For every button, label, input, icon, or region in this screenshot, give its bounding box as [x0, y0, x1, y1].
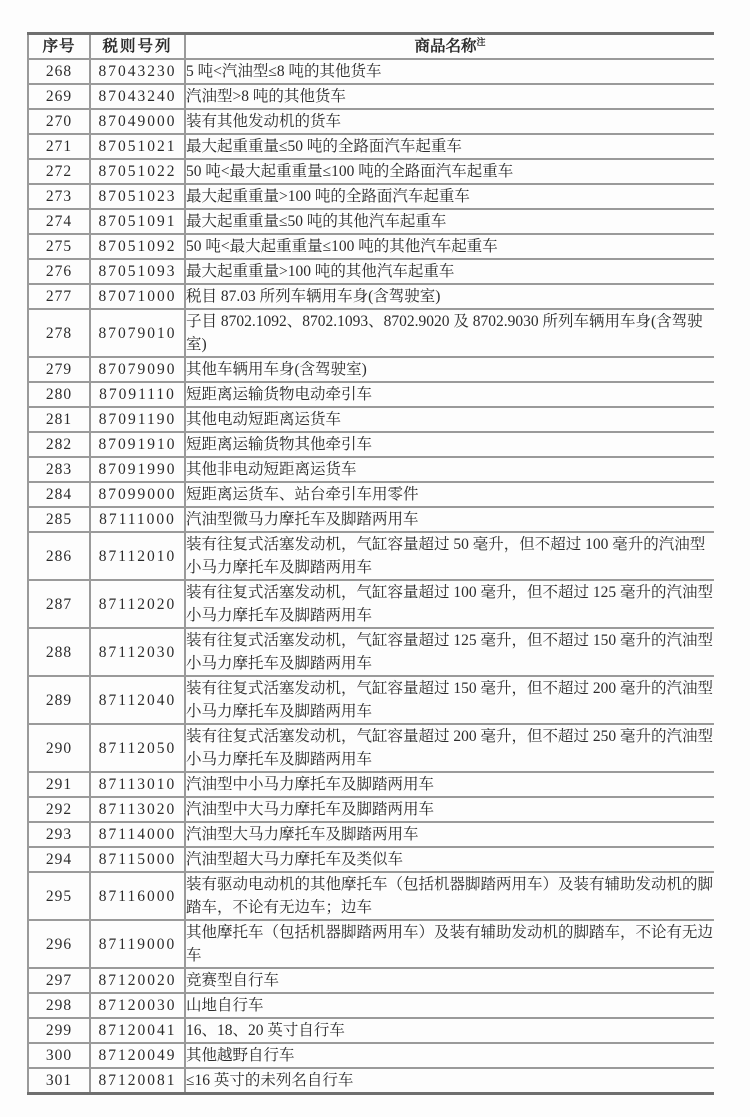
row-serial-number: 293	[28, 822, 90, 847]
row-tariff-code: 87120081	[90, 1068, 185, 1094]
row-tariff-code: 87049000	[90, 109, 185, 134]
row-tariff-code: 87051091	[90, 209, 185, 234]
table-row	[28, 920, 714, 968]
table-row	[28, 628, 714, 676]
row-tariff-code: 87099000	[90, 482, 185, 507]
row-tariff-code: 87112040	[90, 676, 185, 724]
row-product-name: 汽油型大马力摩托车及脚踏两用车	[185, 822, 714, 847]
row-serial-number: 290	[28, 724, 90, 772]
row-tariff-code: 87120049	[90, 1043, 185, 1068]
table-row	[28, 134, 714, 159]
row-product-name: 装有往复式活塞发动机，气缸容量超过 125 毫升，但不超过 150 毫升的汽油型小马力摩托车及脚踏两用车	[185, 628, 714, 676]
table-row	[28, 1018, 714, 1043]
table-row	[28, 259, 714, 284]
row-serial-number: 291	[28, 772, 90, 797]
table-row	[28, 482, 714, 507]
row-serial-number: 286	[28, 532, 90, 580]
row-tariff-code: 87113020	[90, 797, 185, 822]
row-serial-number: 282	[28, 432, 90, 457]
row-serial-number: 269	[28, 84, 90, 109]
row-serial-number: 276	[28, 259, 90, 284]
row-serial-number: 285	[28, 507, 90, 532]
table-row	[28, 432, 714, 457]
row-product-name: 最大起重重量>100 吨的其他汽车起重车	[185, 259, 714, 284]
table-row	[28, 234, 714, 259]
row-tariff-code: 87091110	[90, 382, 185, 407]
table-row	[28, 284, 714, 309]
row-serial-number: 300	[28, 1043, 90, 1068]
row-serial-number: 270	[28, 109, 90, 134]
row-tariff-code: 87114000	[90, 822, 185, 847]
row-product-name: 短距离运输货物其他牵引车	[185, 432, 714, 457]
table-row	[28, 159, 714, 184]
table-row	[28, 357, 714, 382]
table-row	[28, 1068, 714, 1094]
row-serial-number: 297	[28, 968, 90, 993]
row-serial-number: 289	[28, 676, 90, 724]
row-product-name: 汽油型超大马力摩托车及类似车	[185, 847, 714, 872]
row-tariff-code: 87116000	[90, 872, 185, 920]
row-tariff-code: 87079090	[90, 357, 185, 382]
row-tariff-code: 87071000	[90, 284, 185, 309]
row-product-name: 其他摩托车（包括机器脚踏两用车）及装有辅助发动机的脚踏车，不论有无边车	[185, 920, 714, 968]
row-serial-number: 296	[28, 920, 90, 968]
row-product-name: 5 吨<汽油型≤8 吨的其他货车	[185, 59, 714, 84]
row-serial-number: 298	[28, 993, 90, 1018]
row-serial-number: 281	[28, 407, 90, 432]
row-tariff-code: 87091910	[90, 432, 185, 457]
table-row	[28, 457, 714, 482]
row-product-name: 装有往复式活塞发动机，气缸容量超过 150 毫升，但不超过 200 毫升的汽油型小马力摩托车及脚踏两用车	[185, 676, 714, 724]
row-tariff-code: 87120030	[90, 993, 185, 1018]
table-body	[28, 59, 714, 1094]
row-product-name: 汽油型微马力摩托车及脚踏两用车	[185, 507, 714, 532]
row-tariff-code: 87091990	[90, 457, 185, 482]
table-row	[28, 847, 714, 872]
table-row	[28, 84, 714, 109]
row-tariff-code: 87115000	[90, 847, 185, 872]
row-serial-number: 301	[28, 1068, 90, 1094]
table-row	[28, 772, 714, 797]
header-note-superscript: 注	[476, 36, 486, 47]
row-tariff-code: 87043240	[90, 84, 185, 109]
header-tariff-code: 税则号列	[90, 34, 185, 60]
row-product-name: 50 吨<最大起重重量≤100 吨的其他汽车起重车	[185, 234, 714, 259]
table-row	[28, 407, 714, 432]
tariff-table	[27, 32, 714, 1095]
row-tariff-code: 87112020	[90, 580, 185, 628]
row-serial-number: 268	[28, 59, 90, 84]
row-tariff-code: 87112010	[90, 532, 185, 580]
table-row	[28, 209, 714, 234]
row-product-name: 汽油型>8 吨的其他货车	[185, 84, 714, 109]
row-tariff-code: 87112030	[90, 628, 185, 676]
table-row	[28, 109, 714, 134]
row-product-name: 其他电动短距离运货车	[185, 407, 714, 432]
table-row	[28, 1043, 714, 1068]
row-product-name: 税目 87.03 所列车辆用车身(含驾驶室)	[185, 284, 714, 309]
row-serial-number: 294	[28, 847, 90, 872]
row-serial-number: 273	[28, 184, 90, 209]
row-tariff-code: 87119000	[90, 920, 185, 968]
table-row	[28, 309, 714, 357]
row-product-name: 其他越野自行车	[185, 1043, 714, 1068]
table-row	[28, 724, 714, 772]
row-product-name: ≤16 英寸的未列名自行车	[185, 1068, 714, 1094]
header-product-name-label: 商品名称	[414, 38, 477, 55]
row-tariff-code: 87120020	[90, 968, 185, 993]
row-product-name: 装有其他发动机的货车	[185, 109, 714, 134]
row-serial-number: 277	[28, 284, 90, 309]
row-serial-number: 279	[28, 357, 90, 382]
row-serial-number: 292	[28, 797, 90, 822]
table-row	[28, 507, 714, 532]
row-product-name: 短距离运货车、站台牵引车用零件	[185, 482, 714, 507]
row-product-name: 短距离运输货物电动牵引车	[185, 382, 714, 407]
row-serial-number: 278	[28, 309, 90, 357]
row-tariff-code: 87051093	[90, 259, 185, 284]
row-serial-number: 284	[28, 482, 90, 507]
header-serial-number: 序号	[28, 34, 90, 60]
row-serial-number: 295	[28, 872, 90, 920]
row-product-name: 装有往复式活塞发动机，气缸容量超过 50 毫升，但不超过 100 毫升的汽油型小马力摩托车及脚踏两用车	[185, 532, 714, 580]
row-tariff-code: 87051092	[90, 234, 185, 259]
table-row	[28, 382, 714, 407]
table-header-row	[28, 34, 714, 60]
table-row	[28, 797, 714, 822]
row-serial-number: 287	[28, 580, 90, 628]
row-product-name: 装有往复式活塞发动机，气缸容量超过 100 毫升，但不超过 125 毫升的汽油型小马力摩托车及脚踏两用车	[185, 580, 714, 628]
table-row	[28, 676, 714, 724]
row-product-name: 16、18、20 英寸自行车	[185, 1018, 714, 1043]
row-tariff-code: 87051021	[90, 134, 185, 159]
row-tariff-code: 87043230	[90, 59, 185, 84]
table-row	[28, 580, 714, 628]
row-tariff-code: 87051023	[90, 184, 185, 209]
row-product-name: 子目 8702.1092、8702.1093、8702.9020 及 8702.9030 所列车辆用车身(含驾驶室)	[185, 309, 714, 357]
row-tariff-code: 87079010	[90, 309, 185, 357]
row-product-name: 最大起重重量≤50 吨的全路面汽车起重车	[185, 134, 714, 159]
row-serial-number: 275	[28, 234, 90, 259]
row-product-name: 汽油型中大马力摩托车及脚踏两用车	[185, 797, 714, 822]
row-product-name: 竞赛型自行车	[185, 968, 714, 993]
row-tariff-code: 87091190	[90, 407, 185, 432]
row-serial-number: 274	[28, 209, 90, 234]
table-row	[28, 822, 714, 847]
table-row	[28, 184, 714, 209]
row-product-name: 山地自行车	[185, 993, 714, 1018]
row-product-name: 其他非电动短距离运货车	[185, 457, 714, 482]
row-serial-number: 283	[28, 457, 90, 482]
table-row	[28, 59, 714, 84]
row-product-name: 50 吨<最大起重重量≤100 吨的全路面汽车起重车	[185, 159, 714, 184]
row-serial-number: 288	[28, 628, 90, 676]
row-product-name: 装有往复式活塞发动机，气缸容量超过 200 毫升，但不超过 250 毫升的汽油型小马力摩托车及脚踏两用车	[185, 724, 714, 772]
row-product-name: 汽油型中小马力摩托车及脚踏两用车	[185, 772, 714, 797]
row-serial-number: 299	[28, 1018, 90, 1043]
table-row	[28, 532, 714, 580]
table-row	[28, 872, 714, 920]
row-tariff-code: 87120041	[90, 1018, 185, 1043]
row-tariff-code: 87051022	[90, 159, 185, 184]
table-row	[28, 968, 714, 993]
row-tariff-code: 87113010	[90, 772, 185, 797]
row-tariff-code: 87111000	[90, 507, 185, 532]
row-product-name: 最大起重重量>100 吨的全路面汽车起重车	[185, 184, 714, 209]
table-row	[28, 993, 714, 1018]
header-product-name	[185, 34, 714, 60]
row-product-name: 最大起重重量≤50 吨的其他汽车起重车	[185, 209, 714, 234]
row-tariff-code: 87112050	[90, 724, 185, 772]
row-product-name: 其他车辆用车身(含驾驶室)	[185, 357, 714, 382]
row-product-name: 装有驱动电动机的其他摩托车（包括机器脚踏两用车）及装有辅助发动机的脚踏车，不论有无边车；边车	[185, 872, 714, 920]
row-serial-number: 272	[28, 159, 90, 184]
row-serial-number: 271	[28, 134, 90, 159]
row-serial-number: 280	[28, 382, 90, 407]
